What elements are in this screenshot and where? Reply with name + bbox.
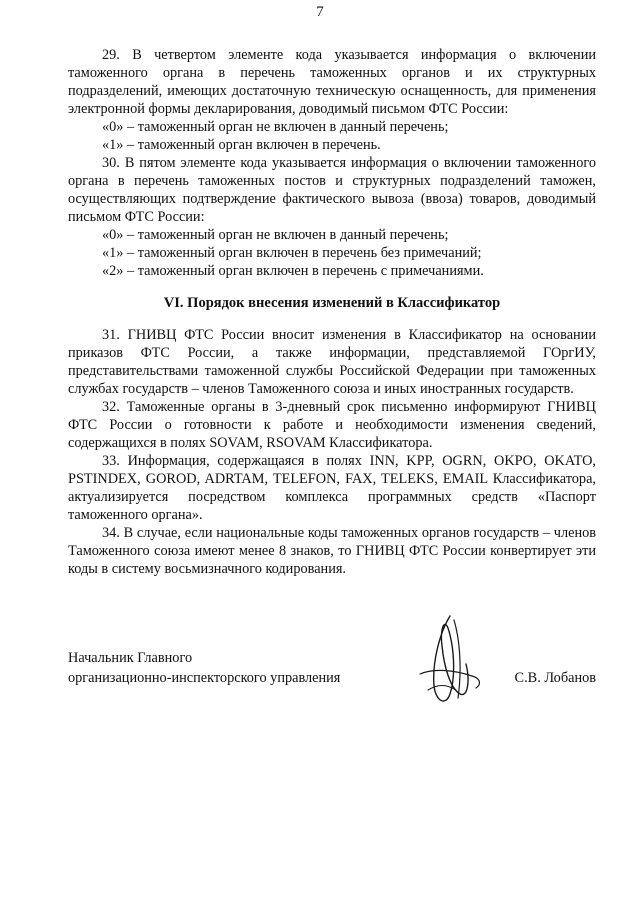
paragraph-text: 29. В четвертом элементе кода указывается информация о включении таможенного органа в перечень таможенных органов и их структурных подразделений, имеющих достаточную техническую оснащенность, для применения электронной формы декларирования, доводимый письмом ФТС России: <box>68 47 596 117</box>
signatory-name: С.В. Лобанов <box>514 670 596 686</box>
handwritten-signature-icon <box>410 610 490 714</box>
signatory-title-line1: Начальник Главного <box>68 650 193 666</box>
paragraph-33: 33. Информация, содержащаяся в полях INN, KPP, OGRN, OKPO, OKATO, PSTINDEX, GOROD, ADRTAM, TELEFON, FAX, TELEKS, EMAIL Классификатора, актуализируется посредством комплекса программных средств «Паспорт таможенного органа». <box>68 453 596 523</box>
signature-block <box>68 648 596 708</box>
option-item: «0» – таможенный орган не включен в данный перечень; <box>102 119 449 135</box>
option-item: «1» – таможенный орган включен в перечень без примечаний; <box>102 245 482 261</box>
option-item: «1» – таможенный орган включен в перечень. <box>102 137 381 153</box>
page-number: 7 <box>316 4 324 20</box>
paragraph-34: 34. В случае, если национальные коды таможенных органов государств – членов Таможенного союза имеют менее 8 знаков, то ГНИВЦ ФТС России конвертирует эти коды в систему восьмизначного кодирования. <box>68 525 596 577</box>
document-body <box>68 46 596 578</box>
paragraph-29 <box>68 46 596 154</box>
paragraph-30 <box>68 154 596 280</box>
option-item: «2» – таможенный орган включен в перечень с примечаниями. <box>102 263 484 279</box>
signatory-title <box>68 648 340 688</box>
paragraph-31: 31. ГНИВЦ ФТС России вносит изменения в Классификатор на основании приказов ФТС России, а также информации, представляемой ГОргИУ, представительствами таможенной службы Российской Федерации при таможенных службах государств – членов Таможенного союза и иных иностранных государств. <box>68 327 596 397</box>
signatory-title-line2: организационно-инспекторского управления <box>68 670 341 686</box>
option-item: «0» – таможенный орган не включен в данный перечень; <box>102 227 449 243</box>
paragraph-32: 32. Таможенные органы в 3-дневный срок письменно информируют ГНИВЦ ФТС России о готовности к работе и необходимости изменения сведений, содержащихся в полях SOVAM, RSOVAM Классификатора. <box>68 399 596 451</box>
paragraph-text: 30. В пятом элементе кода указывается информация о включении таможенного органа в перечень таможенных постов и структурных подразделений таможен, осуществляющих подтверждение фактического вывоза (ввоза) товаров, доводимый письмом ФТС России: <box>68 155 596 225</box>
section-title: VI. Порядок внесения изменений в Классификатор <box>163 295 501 311</box>
